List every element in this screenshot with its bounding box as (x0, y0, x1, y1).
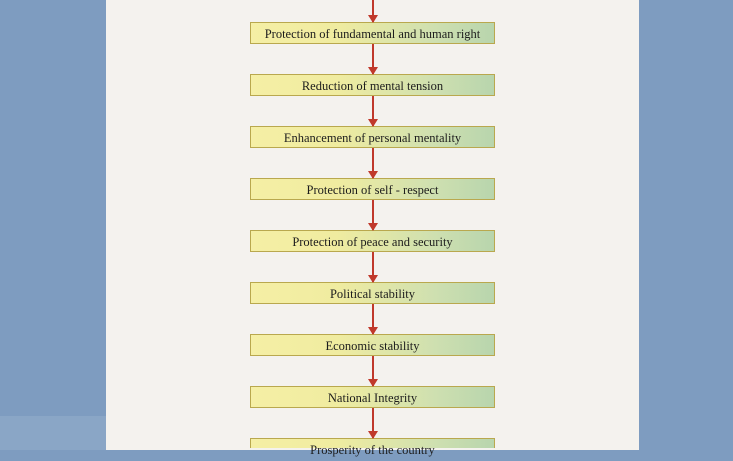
flow-arrow-down-icon (106, 96, 639, 126)
flow-node-wrapper (106, 22, 639, 44)
flow-node-wrapper (106, 74, 639, 96)
flow-arrow-down-icon (106, 252, 639, 282)
flow-arrow-down-icon (106, 148, 639, 178)
flow-node[interactable]: Political stability (250, 282, 495, 304)
flow-node[interactable]: Prosperity of the country (250, 438, 495, 448)
flow-arrow-down-icon (106, 200, 639, 230)
flowchart (106, 0, 639, 457)
flow-arrow-down-icon (106, 0, 639, 22)
flow-arrow-down-icon (106, 356, 639, 386)
left-background-panel (0, 0, 106, 450)
flow-node[interactable]: Protection of fundamental and human right (250, 22, 495, 44)
flow-arrow-down-icon (106, 44, 639, 74)
flow-node[interactable]: National Integrity (250, 386, 495, 408)
flow-node-wrapper (106, 386, 639, 408)
flow-node-wrapper (106, 334, 639, 356)
flow-node-wrapper (106, 126, 639, 148)
flow-node-wrapper (106, 438, 639, 457)
flow-node[interactable]: Economic stability (250, 334, 495, 356)
flow-node-wrapper (106, 178, 639, 200)
flow-arrow-down-icon (106, 304, 639, 334)
flow-arrow-down-icon (106, 408, 639, 438)
document-page (106, 0, 639, 457)
flow-node[interactable]: Protection of self - respect (250, 178, 495, 200)
flow-node[interactable]: Enhancement of personal mentality (250, 126, 495, 148)
flow-node[interactable]: Reduction of mental tension (250, 74, 495, 96)
flow-node[interactable]: Protection of peace and security (250, 230, 495, 252)
left-lower-band (0, 416, 106, 450)
flow-node-wrapper (106, 230, 639, 252)
flow-node-wrapper (106, 282, 639, 304)
right-background-panel (639, 0, 733, 450)
